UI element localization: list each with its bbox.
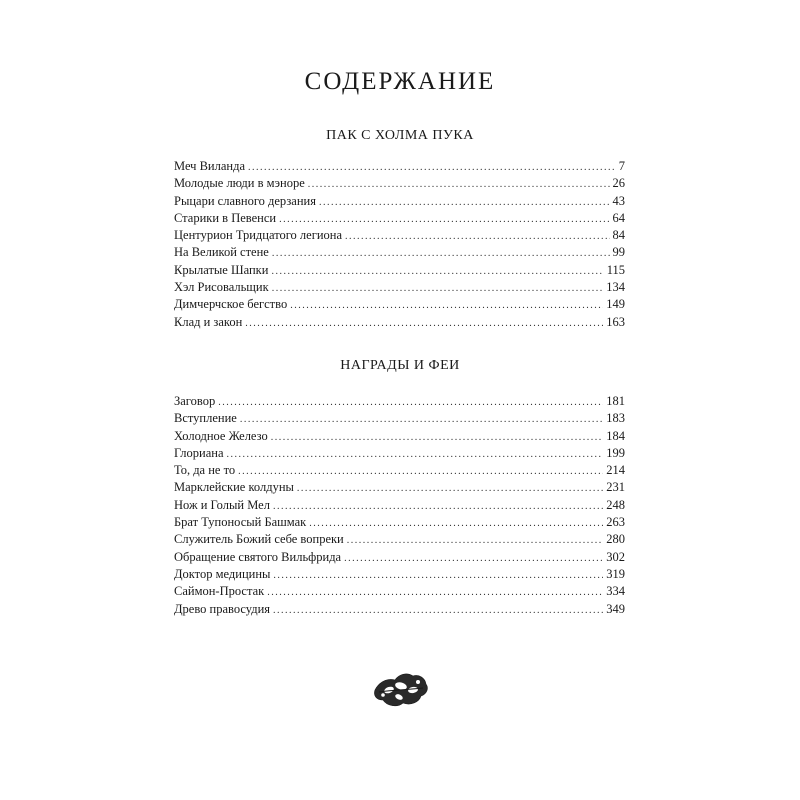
toc-entry-title: Доктор медицины (174, 566, 271, 581)
toc-entry-page-number: 248 (606, 497, 625, 512)
toc-entry-title: Рыцари славного дерзания (174, 193, 316, 208)
toc-entry-title: Хэл Рисовальщик (174, 280, 269, 295)
toc-dot-leader (245, 315, 603, 332)
toc-entry (174, 445, 625, 462)
toc-entry (174, 262, 625, 279)
toc-dot-leader (290, 297, 603, 314)
toc-dot-leader (272, 245, 610, 262)
toc-entry-page-number: 134 (606, 280, 625, 295)
toc-entry-page-number: 231 (606, 480, 625, 495)
toc-entry-page-number: 7 (618, 159, 625, 173)
toc-entry-page-number: 163 (606, 314, 625, 329)
section-heading-1: ПАК С ХОЛМА ПУКА (326, 128, 474, 143)
toc-entry-page-number: 183 (606, 411, 625, 426)
toc-entry-title: Заговор (174, 394, 216, 408)
toc-entry (174, 227, 625, 244)
toc-dot-leader (267, 584, 603, 601)
toc-entry-page-number: 280 (606, 532, 625, 547)
toc-dot-leader (309, 515, 603, 532)
toc-entry-title: Нож и Голый Мел (174, 497, 270, 512)
toc-entry-page-number: 64 (612, 210, 625, 225)
toc-entry (174, 428, 625, 445)
toc-entry (174, 296, 625, 313)
toc-entry (174, 566, 625, 583)
toc-dot-leader (273, 498, 603, 515)
toc-dot-leader (273, 567, 603, 584)
toc-entry-page-number: 84 (612, 228, 625, 243)
toc-dot-leader (345, 228, 609, 245)
toc-dot-leader (297, 480, 603, 497)
toc-dot-leader (227, 446, 604, 463)
toc-entry-title: Служитель Божий себе вопреки (174, 532, 344, 547)
toc-dot-leader (273, 602, 603, 619)
toc-entry-page-number: 26 (612, 176, 625, 191)
toc-dot-leader (218, 394, 603, 411)
toc-entry-title: Центурион Тридцатого легиона (174, 228, 343, 243)
toc-entry-title: Молодые люди в мэноре (174, 176, 305, 191)
toc-entry (174, 583, 625, 600)
toc-entry (174, 479, 625, 496)
oak-leaf-ornament-icon (371, 666, 431, 710)
toc-dot-leader (344, 550, 603, 567)
toc-entry (174, 244, 625, 261)
toc-list-section-2 (174, 393, 625, 618)
toc-entry (174, 462, 625, 479)
toc-entry (174, 514, 625, 531)
toc-entry-title: На Великой стене (174, 245, 269, 260)
toc-entry (174, 175, 625, 192)
toc-dot-leader (347, 532, 603, 549)
toc-entry (174, 549, 625, 566)
toc-dot-leader (238, 463, 603, 480)
toc-entry-title: Старики в Певенси (174, 210, 277, 225)
toc-entry-page-number: 319 (606, 566, 625, 581)
toc-entry-page-number: 184 (606, 428, 625, 443)
toc-entry (174, 497, 625, 514)
toc-entry-title: Димчерчское бегство (174, 297, 288, 312)
toc-entry (174, 314, 625, 331)
toc-entry (174, 193, 625, 210)
toc-entry (174, 601, 625, 618)
toc-entry-page-number: 199 (606, 445, 625, 460)
toc-dot-leader (319, 194, 610, 211)
toc-dot-leader (240, 411, 603, 428)
toc-entry-page-number: 115 (606, 262, 625, 277)
toc-dot-leader (248, 159, 616, 176)
toc-entry-title: Древо правосудия (174, 601, 271, 616)
toc-entry (174, 210, 625, 227)
toc-entry (174, 393, 625, 410)
toc-dot-leader (308, 176, 610, 193)
section-heading-2: НАГРАДЫ И ФЕИ (340, 358, 460, 373)
toc-entry-title: Брат Тупоносый Башмак (174, 515, 307, 530)
toc-entry-title: Саймон-Простак (174, 584, 265, 599)
toc-entry (174, 410, 625, 427)
toc-entry-page-number: 181 (606, 394, 625, 408)
toc-entry-title: Обращение святого Вильфрида (174, 549, 342, 564)
toc-entry-title: Клад и закон (174, 314, 243, 329)
toc-entry (174, 279, 625, 296)
toc-entry-page-number: 149 (606, 297, 625, 312)
toc-entry-title: Крылатые Шапки (174, 262, 269, 277)
toc-entry-page-number: 99 (612, 245, 625, 260)
toc-entry-page-number: 263 (606, 515, 625, 530)
toc-entry-page-number: 334 (606, 584, 625, 599)
toc-entry (174, 531, 625, 548)
toc-list-section-1 (174, 158, 625, 331)
toc-entry-page-number: 43 (612, 193, 625, 208)
toc-entry-title: Холодное Железо (174, 428, 268, 443)
toc-entry-title: Глориана (174, 445, 224, 460)
toc-entry-title: То, да не то (174, 463, 236, 478)
toc-entry-title: Вступление (174, 411, 237, 426)
toc-entry (174, 158, 625, 175)
toc-entry-title: Марклейские колдуны (174, 480, 294, 495)
toc-entry-title: Меч Виланда (174, 159, 246, 173)
toc-dot-leader (272, 280, 604, 297)
toc-dot-leader (279, 211, 609, 228)
toc-entry-page-number: 349 (606, 601, 625, 616)
page-title: СОДЕРЖАНИЕ (304, 68, 496, 95)
toc-entry-page-number: 302 (606, 549, 625, 564)
toc-entry-page-number: 214 (606, 463, 625, 478)
toc-dot-leader (271, 263, 603, 280)
toc-dot-leader (271, 429, 604, 446)
